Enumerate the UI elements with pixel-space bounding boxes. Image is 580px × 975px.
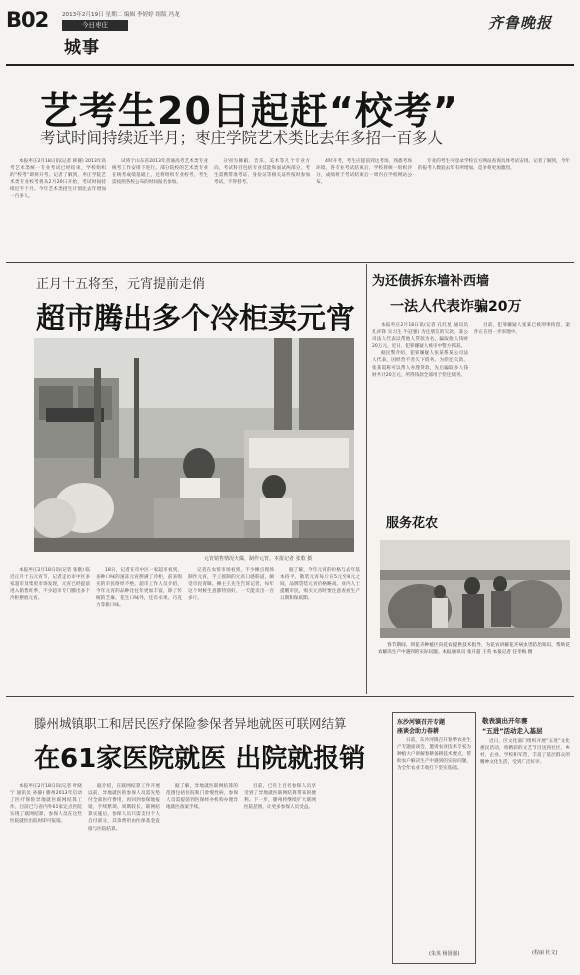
- fraud-paragraph: 本报枣庄2月18日讯(记者 孔红星 通讯员 孔祥锋 实习生 牛冠强) 为还朋友的欠款，某公司法人代表以帮他人贷款为名，骗取他人钱财20万元。近日，犯罪嫌疑人被市中警方抓获。: [372, 323, 468, 350]
- market-photo: [34, 338, 354, 552]
- fraud-paragraph: 据民警介绍，犯罪嫌疑人张某系某公司法人代表，因经营不善欠下债务。为偿还欠款，张某谎称可以帮人办理贷款，先后骗取多人钱财共计20万元，所得钱款全部用于偿还债务。: [372, 351, 468, 378]
- lead-paragraph: 试将于山东省2013年普通高考艺术类专业统考工作安排下进行。部分院校的艺术类专业在统考成绩基础上，还将组织专业校考，考生需按照各校公布的时间报名参加。: [112, 159, 208, 186]
- fraud-headline-1: 为还债拆东墙补西墙: [372, 274, 490, 289]
- medical-paragraph: 据介绍，在联网结算工作开展以前，异地就医的参保人员需先垫付全部医疗费用，再回到参保地报销，手续繁琐、周期较长。联网结算实施后，参保人员只需支付个人自付部分，其余费用由医保基金直接与医院结算。: [88, 784, 160, 832]
- lead-column-3: [214, 158, 310, 268]
- column-byline: (程丽 杜文): [532, 950, 558, 956]
- market-column-3: [188, 567, 274, 690]
- medical-paragraph: 目前，已有上百名参保人员享受到了异地就医联网结算带来的便利。下一步，滕州将继续扩大联网医院范围，让更多参保人员受益。: [244, 784, 316, 811]
- notice-box: [392, 712, 476, 964]
- medical-column-4: [244, 783, 316, 961]
- medical-headline: 在61家医院就医 出院就报销: [34, 744, 366, 774]
- medical-kicker: 滕州城镇职工和居民医疗保险参保者异地就医可联网结算: [34, 716, 347, 731]
- lead-column-1: [10, 158, 106, 268]
- fraud-column-1: [372, 322, 468, 522]
- page-number: B02: [6, 8, 49, 32]
- market-paragraph: 18日，记者在市中区一家超市看到，多种口味的速冻元宵摆满了冷柜，前来购买的市民络绎不绝。超市工作人员介绍，今年元宵的品种比往年更加丰富，除了传统的芝麻、花生口味外，还有水果、巧克力等新口味。: [96, 568, 182, 609]
- market-column-4: [280, 567, 360, 690]
- section-name: 城事: [64, 38, 100, 58]
- column-title-1: 敬表演出开年赛: [482, 717, 528, 725]
- market-column-2: [96, 567, 182, 690]
- market-kicker: 正月十五将至，元宵提前走俏: [36, 277, 206, 292]
- notice-title-2: 座谈会助力春耕: [397, 728, 440, 735]
- lead-paragraph: 分别为舞蹈、音乐、美术等几个专业方向，考试科目包括专业技能和面试两部分，考生需携带准考证、身份证等相关证件按时参加考试，不得替考。: [214, 159, 310, 186]
- market-paragraph: 据了解，今年元宵的价格与去年基本持平，散装元宵每斤在5元至8元之间，品牌袋装元宵价格略高。业内人士提醒市民，购买元宵时要注意查看生产日期和保质期。: [280, 568, 360, 602]
- fraud-headline-2: 一法人代表诈骗20万: [390, 299, 522, 315]
- medical-column-2: [88, 783, 160, 961]
- market-photo-caption: 元宵销售情况火爆，制作元宵。本报记者 张歌 摄: [204, 556, 313, 562]
- notice-title-1: 东沙河镇召开专题: [397, 719, 446, 726]
- lead-column-5: [418, 158, 570, 268]
- section-badge: 今日枣庄: [62, 20, 128, 31]
- page-header: [0, 0, 580, 70]
- column-divider: [366, 264, 367, 694]
- section-rule: [6, 696, 574, 697]
- lead-column-2: [112, 158, 208, 268]
- fraud-paragraph: 目前，犯罪嫌疑人张某已被刑事拘留，案件正在进一步审理中。: [474, 323, 570, 336]
- market-paragraph: 记者在农贸市场看到，不少摊点现场制作元宵，手工摇制的元宵口感筋道，颇受市民青睐。摊主王先生告诉记者，每年这个时候生意都特别好，一天能卖出一百多斤。: [188, 568, 274, 602]
- market-paragraph: 本报枣庄2月18日讯(记者 张歌) 临近正月十五元宵节，记者走访市中区多家超市及集贸市场发现，元宵已经提前进入销售旺季，不少超市专门腾出多个冷柜摆放元宵。: [10, 568, 90, 602]
- lead-column-4: [316, 158, 412, 268]
- newspaper-logo: 齐鲁晚报: [488, 14, 553, 32]
- service-photo: [380, 540, 570, 638]
- notice-body: [397, 737, 471, 945]
- section-rule: [6, 262, 574, 263]
- medical-paragraph: 本报枣庄2月18日讯(记者 叶晓宁 通讯员 孙静) 滕州2013年启动了医疗保险异地就医联网结算工作，目前已与省内外61家定点医院实现了联网结算，参保人员在这些医院就医出院时即可报销。: [10, 784, 82, 825]
- lead-paragraph: 本报枣庄2月18日讯(记者 韩赛) 2013年高考艺术类统一专业考试已经结束，学校组织的“校考”即将开考。记者了解到，枣庄学院艺术类专业校考将从2月20日开始，考试时间持续近半个月。今年艺术类招生计划比去年增加一百多人。: [10, 159, 106, 200]
- date-line: 2013年2月19日 星期二 编辑 李婷婷 组版 冯龙: [62, 12, 180, 18]
- header-rule: [6, 64, 574, 66]
- medical-column-3: [166, 783, 238, 961]
- column-title-2: “五进”活动走入基层: [482, 727, 543, 735]
- lead-subhead: 考试时间持续近半月；枣庄学院艺术类比去年多招一百多人: [40, 129, 444, 147]
- lead-headline: 艺考生20日起赶“校考”: [40, 89, 459, 133]
- column-paragraph: 近日，区文化部门组织开展“五进”文化惠民活动，将精彩的文艺节目送到社区、乡村、企业、学校和军营，丰富了基层群众的精神文化生活，受到广泛好评。: [480, 739, 570, 766]
- medical-column-1: [10, 783, 82, 961]
- column-body: [480, 738, 570, 946]
- service-headline: 服务花农: [386, 516, 439, 531]
- service-caption: [378, 642, 570, 690]
- medical-paragraph: 据了解，异地就医联网结算的范围包括住院和门诊慢性病，参保人员需提前到医保经办机构办理异地就医备案手续。: [166, 784, 238, 811]
- fraud-column-2: [474, 322, 570, 522]
- service-caption-text: 春节期间，到花卉种植区向花农提供技术指导，为花农讲解花卉病虫害防治知识，帮助花农解决生产中遇到的实际问题。本报通讯员 张开超 王英 本报记者 任冬梅 摄: [378, 643, 570, 656]
- market-column-1: [10, 567, 90, 690]
- notice-byline: (朱英 杨国强): [429, 951, 460, 957]
- market-headline: 超市腾出多个冷柜卖元宵: [36, 301, 356, 335]
- lead-paragraph: 专业的考生可登录学校官方网站查询具体考试安排。记者了解到，今年的报考人数较去年有所增加，竞争将更加激烈。: [418, 159, 570, 172]
- lead-paragraph: 4时开考，考生应提前到达考场，熟悉考场环境。各专业考试结束后，学校将统一组织评分，成绩将于考试结束后一周内在学校网站公布。: [316, 159, 412, 186]
- notice-paragraph: 日前，东沙河镇召开春季农业生产专题座谈会，邀请农业技术专家为种植大户讲解春耕备耕技术要点，帮助农户解决生产中遇到的实际问题，为全年农业丰收打下坚实基础。: [397, 738, 471, 772]
